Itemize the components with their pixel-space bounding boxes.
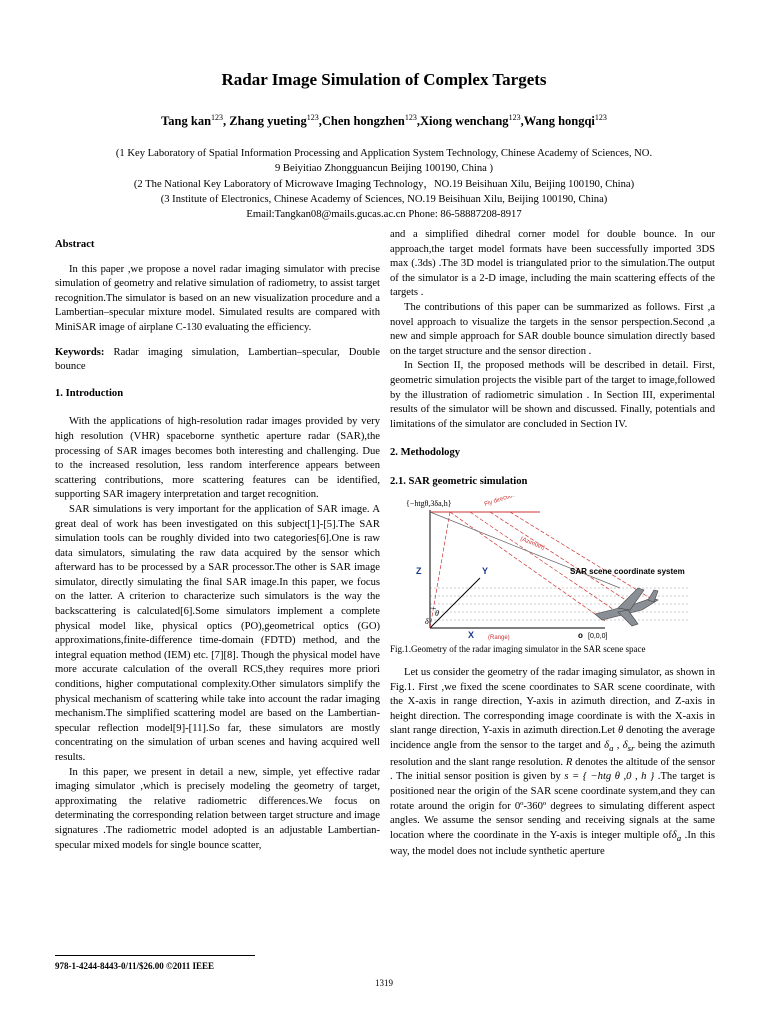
copyright-footer: 978-1-4244-8443-0/11/$26.00 ©2011 IEEE xyxy=(55,961,214,971)
azimuth-label: (Azimuth) xyxy=(519,535,546,551)
author-4: Xiong wenchang$^{123}$, xyxy=(420,113,524,129)
right-paragraph-3: In Section II, the proposed methods will be described in detail. First, geometric simulation projects the visible part of the target to image,followed by the illustration of radiometric simulation . In Section III, experimental results of the simulator will be shown and discussed. Finally, potentials and limitations of the simulator are concluded in Section IV. xyxy=(390,360,715,430)
right-paragraph-4: Let us consider the geometry of the radar imaging simulator, as shown in Fig.1. First ,we fixed the scene coordinates to SAR scene coordinate, with the X-axis in range direction, Y-axis in azimuth direction, and Z-axis in height direction. The corresponding image coordinate is with the X-axis in slant range direction, Y-axis in azimuth direction.Let θ denoting the average incidence angle from the sensor to the target and $\delta_a$ , $\delta_{sr}$ being the azimuth resolution and the slant range resolution. R denotes the altitude of the sensor . The initial sensor position is given by s = { −htg θ ,0 , h } .The target is positioned near the origin of the SAR scene coordinate system,and they can rotate around the origin for 0º-360º degrees to simulating different aspect angles. We assume the sensor sending and receiving signals at the same location where the coordinate in the Y-axis is integer multiple ofδ$_a$ .In this way, the model does not include synthetic aperture xyxy=(390,667,716,858)
intro-paragraph-1: With the applications of high-resolution radar images provided by very high resolution (VHR) spaceborne synthetic aperture radar (SAR),the processing of SAR images becomes both interesting and challenging. Due to the increased resolution, less random interference appears between scattering contributions, more scattering features can be identified, supporting SAR imagery interpretation and target recognition. xyxy=(55,416,380,501)
intro-paragraph-3: In this paper, we present in detail a new, simple, yet effective radar imaging simulator ,which is precisely modeling the geometry of target, approximating the relative radiometric differences.We focus on determinating the corresponding relation between target structure and image signatures .The radiometric model adopted is an adjustable Lambertian-specular mixed models for single bounce scatter, xyxy=(55,766,380,851)
contact-line: Email:Tangkan08@mails.gucas.ac.cn Phone: 86-58887208-8917 xyxy=(246,209,522,221)
z-axis-label: Z xyxy=(416,565,422,576)
abstract-heading: Abstract xyxy=(55,239,95,250)
left-column xyxy=(55,228,380,853)
author-2: Zhang yueting$^{123}$, xyxy=(229,113,322,129)
theta-label: θ xyxy=(435,608,439,618)
y-axis-label: Y xyxy=(482,565,489,576)
right-paragraph-2: The contributions of this paper can be summarized as follows. First ,a novel approach to visualize the targets in the sensor perspection.Second ,a new and simple approach for SAR double bounce simulation directly based on the target structure and the sensor direction . xyxy=(390,301,715,357)
keywords xyxy=(55,346,380,375)
affiliation-line: (1 Key Laboratory of Spatial Information Processing and Application System Technology, Chinese Academy of Sciences, NO. xyxy=(115,148,653,159)
delta-a-symbol: $\delta_a$ xyxy=(604,740,614,754)
range-label: (Range) xyxy=(488,634,510,641)
author-3: Chen hongzhen$^{123}$, xyxy=(321,113,420,129)
origin-o-label: o xyxy=(578,630,583,640)
x-axis-label: X xyxy=(468,629,475,640)
figure-1 xyxy=(390,496,715,642)
page-number: 1319 xyxy=(375,978,393,988)
affiliation-line: 9 Beiyitiao Zhongguancun Beijing 100190, China ) xyxy=(274,163,494,175)
right-paragraph-1: and a simplified dihedral corner model for double bounce. In our approach,the target model formats have been successfully imported 3DS max (.3ds) .The 3D model is triangulated prior to the simulation.The output of the simulator is a 2-D image, including the main scattering effects of the targets . xyxy=(390,229,715,299)
r-symbol: R xyxy=(565,756,573,768)
author-1: Tang kan$^{123}$, xyxy=(161,113,230,129)
affiliation-line: (2 The National Key Laboratory of Microwave Imaging Technology，NO.19 Beisihuan Xilu, Beijing 100190, China) xyxy=(133,178,635,190)
intro-paragraph-2: SAR simulations is very important for the application of SAR image. A great deal of work has been investigated on this subject[1]-[5].The SAR simulation tools can be roughly divided into two categories[6].One is raw data simulators, simulating the raw data acquired by the sensor which afterward has to be processed by a SAR processor.The other is SAR image simulator, directly simulating the final SAR image.In this paper, we focus on the latter. A criterion to characterize such simulators is the way the backscattering is calculated[6].Some simulators implement a complete physical model like, physical optics (PO),geometrical optics (GO) approximations,finite-difference time-domain (FDTD) method, and the integral equation method (IEM) etc. [7][8]. Though the physical model have more accurate calculation of the overall RCS,they requires more priori conditions, higher computational complexity.Other simulators simplify the physical mechanism of scattering while take into account the radar imaging mechanism.The simplified scattering model are based on the Lambertian-specular reflection model[9]-[11].So far, these simulators are mostly concentrating on the simulation of urban scenes and having acquired well results. xyxy=(55,503,380,763)
fly-direction-label: Fly direction xyxy=(483,495,517,508)
author-5: Wang hongqi$^{123}$ xyxy=(523,113,607,129)
methodology-heading: 2. Methodology xyxy=(390,447,461,459)
origin-coords-label: [0,0,0] xyxy=(588,632,608,640)
author-line xyxy=(0,113,768,129)
scene-system-label: SAR scene coordinate system xyxy=(570,566,685,576)
sensor-position-formula: s = { −htg θ ,0 , h } xyxy=(560,771,655,783)
footer-rule xyxy=(55,955,255,956)
azimuth-line xyxy=(430,512,620,588)
delta-label: δ xyxy=(425,616,429,626)
right-column xyxy=(390,228,715,860)
keywords-text: Radar imaging simulation, Lambertian–specular, Double bounce xyxy=(55,346,380,373)
paper-title: Radar Image Simulation of Complex Targets xyxy=(221,70,547,89)
intro-heading: 1. Introduction xyxy=(55,387,124,399)
affiliations xyxy=(50,146,718,222)
affiliation-line: (3 Institute of Electronics, Chinese Academy of Sciences, NO.19 Beisihuan Xilu, Beijing 100190, China) xyxy=(160,193,608,205)
keywords-label: Keywords: xyxy=(55,346,105,358)
figure-1-caption: Fig.1.Geometry of the radar imaging simulator in the SAR scene space xyxy=(390,643,646,654)
abstract-text: In this paper ,we propose a novel radar imaging simulator with precise simulation of geometry and relative simulation of radiometry, to assist target recognition.The simulator is based on an new visualization procedure and a Lambertian–specular mixture model. Simulated results are compared with MiniSAR image of airplane C-130 evaluating the efficiency. xyxy=(55,263,380,333)
delta-a-symbol-2: $\delta_a$ xyxy=(671,829,682,843)
theta-symbol: θ xyxy=(617,725,624,737)
delta-sr-symbol: $\delta_{sr}$ xyxy=(622,740,635,754)
geometric-simulation-heading: 2.1. SAR geometric simulation xyxy=(390,475,528,487)
sensor-position-label: {−htgθ,3δa,h} xyxy=(406,498,452,508)
geometry-diagram xyxy=(390,496,715,642)
